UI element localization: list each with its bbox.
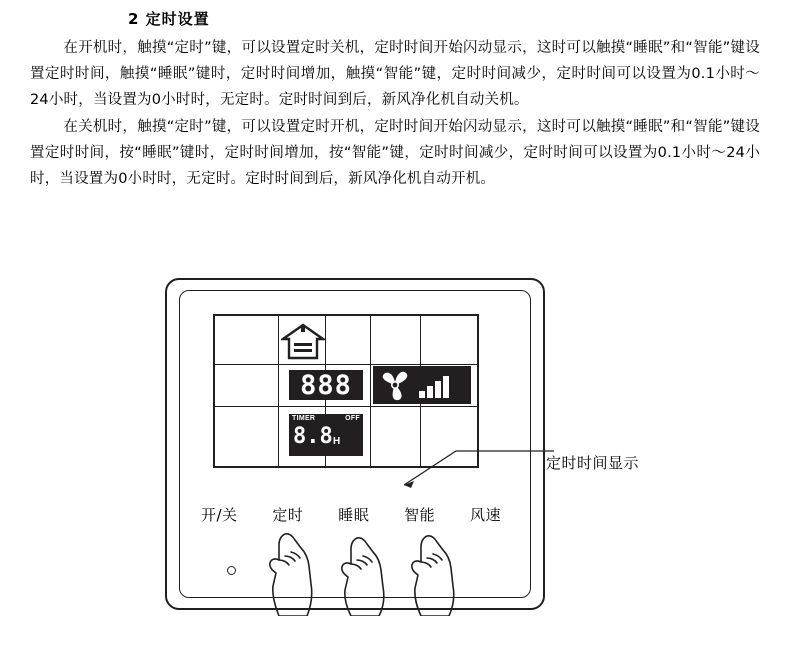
button-smart[interactable]: 智能 [404,506,436,524]
paragraph-power-off: 在关机时，触摸“定时”键，可以设置定时开机，定时时间开始闪动显示，这时可以触摸“睡眠”和“智能”键设置定时时间，按“睡眠”键时，定时时间增加，按“智能”键，定时时间减少，定时时间可以设置为0.1小时～24小时，当设置为0小时时，无定时。定时时间到后，新风净化机自动开机。 [30,119,760,187]
fan-icon [375,368,415,402]
timer-unit-label: H [333,436,341,447]
touch-button-row [201,504,501,525]
timer-label: TIMER [292,415,316,422]
button-sleep[interactable]: 睡眠 [338,506,370,524]
button-timer[interactable]: 定时 [272,506,304,524]
fan-speed-bars [419,372,449,398]
callout-leader-line [396,443,556,493]
button-fan-speed[interactable]: 风速 [469,506,501,524]
off-label: OFF [345,415,360,422]
paragraph-power-on: 在开机时，触摸“定时”键，可以设置定时关机，定时时间开始闪动显示，这时可以触摸“睡眠”和“智能”键设置定时时间，触摸“睡眠”键时，定时时间增加，触摸“智能”键，定时时间减少，定时时间可以设置为0.1小时～24小时，当设置为0小时时，无定时。定时时间到后，新风净化机自动关机。 [30,40,760,108]
callout-timer-display [546,452,746,473]
led-indicator [227,566,236,575]
callout-label: 定时时间显示 [546,454,640,472]
timer-indicator-labels [292,415,360,422]
house-icon [281,322,325,362]
document-text-block [30,8,760,192]
fan-speed-zone [373,366,471,404]
timer-display-zone [289,414,363,456]
timer-value: 8.8 [293,424,333,449]
pointing-hands-illustration [261,526,481,616]
button-power[interactable]: 开/关 [201,506,238,524]
section-heading: 2 定时设置 [128,10,210,28]
main-digit-readout: 888 [289,370,363,400]
